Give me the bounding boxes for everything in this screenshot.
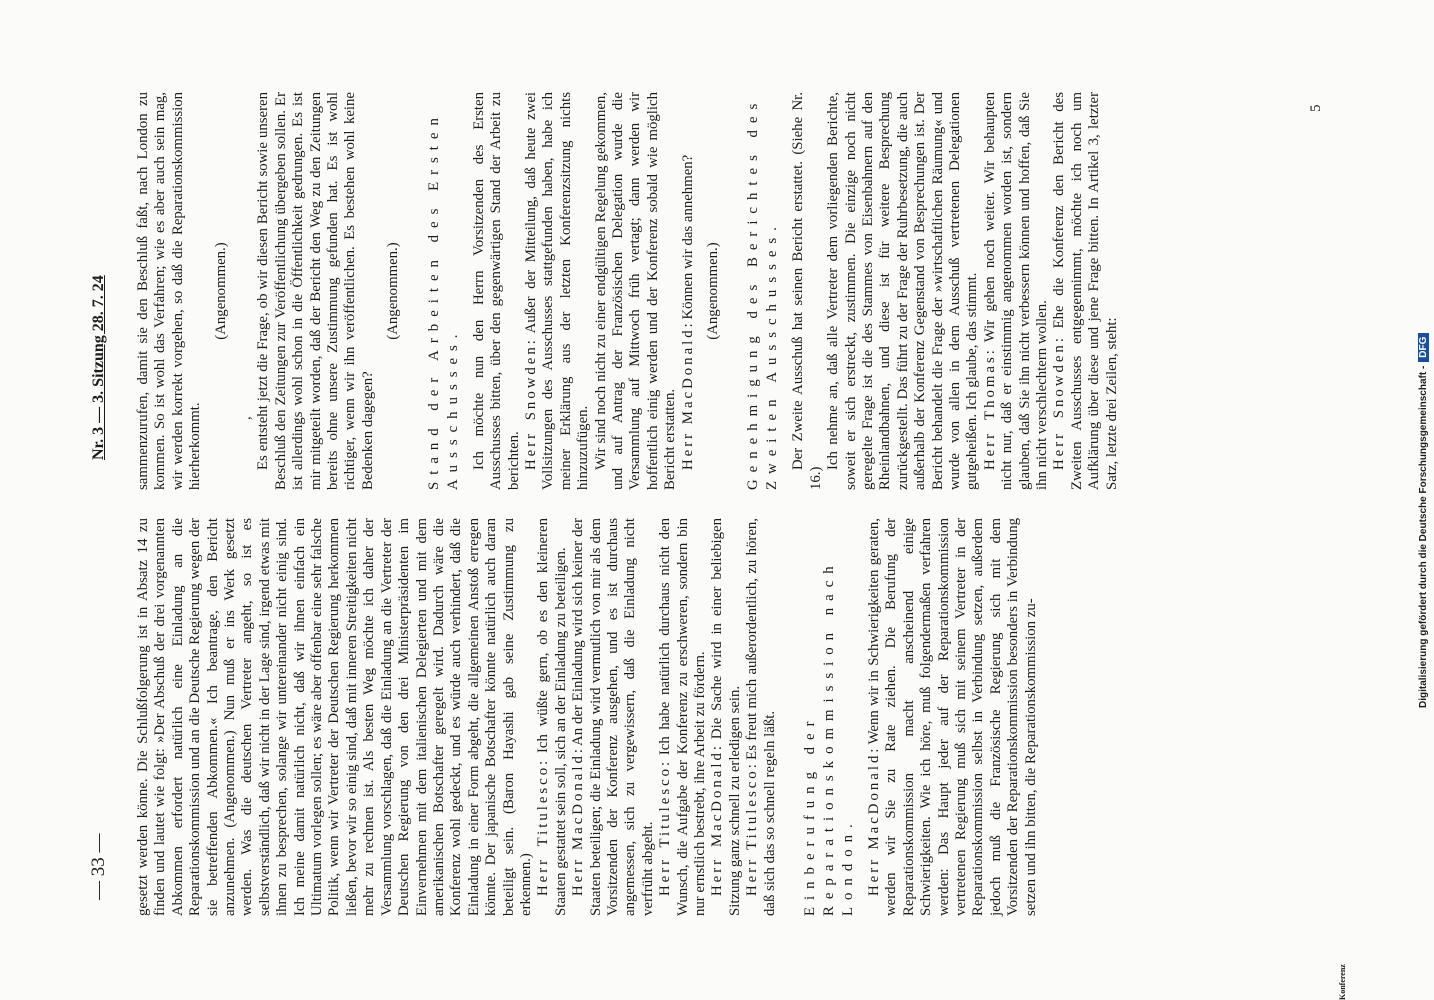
speaker-name: Herr MacDonald: [570, 753, 587, 896]
speaker-name: Herr Snowden: [522, 344, 539, 470]
speech-paragraph: [982, 92, 1052, 490]
speaker-name: Herr Titulesco: [744, 768, 761, 896]
speech-text: : Es freut mich außerordentlich, zu hören, daß sich das so schnell regeln läßt.: [744, 518, 778, 916]
speaker-name: Herr MacDonald: [709, 750, 726, 896]
speech-paragraph: [570, 518, 657, 916]
paragraph: Es entsteht jetzt die Frage, ob wir diesen Bericht sowie unseren Beschluß den Zeitungen zur Veröffentlichung übergeben sollen. Er ist allerdings wohl schon in die Öffentlichkeit gedrungen. Es ist mir mitgeteilt worden, daß der Bericht den Weg zu den Zeitungen bereits ohne unsere Zustimmung gefunden hat. Es ist wohl richtiger, wenn wir ihn veröffentlichen. Es bestehen wohl keine Bedenken dagegen?: [255, 92, 376, 490]
paragraph: sammenzurufen, damit sie den Beschluß faßt, nach London zu kommen. So ist wohl das Verfahren; wie es aber auch sein mag, wir werden korrekt vorgehen, so daß die Reparationskommission hierherkommt.: [135, 92, 204, 490]
speech-text: : An der Einladung wird sich keiner der Staaten beteiligen; die Einladung wird vermutlich von mir als dem Vorsitzenden der Konferenz ausgehen, und es ist durchaus angemessen, sich zu vergewissern, daß die Einladung nicht verfrüht abgeht.: [570, 518, 656, 916]
speech-text: : Ehe die Konferenz den Bericht des Zweiten Ausschusses entgegennimmt, möchte ich noch um Aufklärung über diese und jene Frage bitten. In Artikel 3, letzter Satz, letzte drei Zeilen, steht:: [1051, 91, 1120, 490]
speech-paragraph: [866, 518, 1040, 916]
speech-paragraph: [535, 518, 570, 916]
speech-paragraph: [523, 92, 593, 490]
approval-note: (Angenommen.): [385, 242, 402, 340]
speaker-name: Herr Snowden: [1051, 342, 1068, 470]
speech-paragraph: [680, 92, 697, 490]
section-heading: Genehmigung des Berichtes des Zweiten Ausschusses.: [745, 96, 781, 490]
speech-paragraph: [709, 518, 744, 916]
paragraph: Ich nehme an, daß alle Vertreter dem vorliegenden Berichte, soweit er sich erstreckt, zustimmen. Die einzige noch nicht geregelte Frage ist die des Stammes von Eisenbahnern auf den Rheinlandbahnen, und diese ist für weitere Besprechung zurückgestellt. Das führt zu der Frage der Ruhrbesetzung, die auch außerhalb der Konferenz Gegenstand von Besprechungen ist. Der Bericht behandelt die Frage der »wirtschaftlichen Räumung« und wurde von allen in dem Ausschuß vertretenen Delegationen gutgeheißen. Ich glaube, das stimmt.: [825, 92, 981, 490]
paragraph: Der Zweite Ausschuß hat seinen Bericht erstattet. (Siehe Nr. 16.): [790, 92, 824, 490]
paragraph: Wir sind noch nicht zu einer endgültigen Regelung gekommen, und auf Antrag der Französischen Delegation wurde die Versammlung auf Mittwoch früh vertagt; dann werden wir hoffentlich einig werden und der Konferenz sobald wie möglich Bericht erstatten.: [592, 92, 679, 490]
speaker-name: Herr Thomas: [981, 354, 998, 470]
speech-text: : Wir gehen noch weiter. Wir behaupten nicht nur, daß er einstimmig angenommen worden ist, sondern glauben, daß Sie ihn nicht verbessern können und hoffen, daß Sie ihn nicht verschlechtern wollen.: [981, 92, 1051, 490]
credit-text: Digitalisierung gefördert durch die Deutsche Forschungsgemeinschaft -: [1418, 365, 1429, 708]
speaker-name: Herr Titulesco: [535, 764, 552, 896]
section-heading: Stand der Arbeiten des Ersten Ausschusses.: [425, 111, 461, 490]
paragraph: Ich möchte nun den Herrn Vorsitzenden des Ersten Ausschusses bitten, über den gegenwärtigen Stand der Arbeit zu berichten.: [470, 92, 522, 490]
page-number: 33: [88, 857, 109, 877]
stray-mark: ,: [238, 416, 255, 420]
speech-text: : Außer der Mitteilung, daß heute zwei Vollsitzungen des Ausschusses stattgefunden haben, habe ich meiner Erklärung aus der letzten Konferenzsitzung nichts hinzuzufügen.: [522, 92, 592, 490]
approval-note: (Angenommen.): [212, 242, 229, 340]
speech-text: : Ich wüßte gern, ob es den kleineren Staaten gestattet sein soll, sich an der Einladung zu beteiligen.: [535, 518, 569, 916]
page-bottom-number: 5: [1308, 104, 1324, 112]
text-column-right: [135, 92, 1121, 490]
speaker-name: Herr MacDonald: [679, 327, 696, 470]
speech-paragraph: [657, 518, 709, 916]
speech-text: : Können wir das annehmen?: [679, 154, 696, 328]
running-head: Nr. 3 — 3. Sitzung 28. 7. 24: [90, 275, 107, 460]
speech-text: : Ich habe natürlich durchaus nicht den Wunsch, die Aufgabe der Konferenz zu erschweren, sondern bin nur ernstlich bestrebt, ihre Arbeit zu fördern.: [657, 518, 708, 916]
digitization-credit: [1418, 8, 1434, 708]
speaker-name: Herr Titulesco: [657, 765, 674, 896]
dfg-logo: DFG: [1418, 333, 1429, 362]
dash-left: —: [88, 881, 109, 900]
speech-paragraph: [1051, 92, 1121, 490]
dash-right: —: [88, 833, 109, 853]
speech-paragraph: [744, 518, 779, 916]
speech-text: : Wenn wir in Schwierigkeiten geraten, werden wir Sie zu Rate ziehen. Die Berufung der Reparationskommission macht anscheinend einige Schwierigkeiten. Wie ich höre, muß folgendermaßen verfahren werden: Das Haupt jeder auf der Reparationskommission vertretenen Regierung muß sich mit seinem Vertreter in der Reparationskommission selbst in Verbindung setzen, außerdem jedoch muß die Französische Regierung sich mit dem Vorsitzenden der Reparationskommission besonders in Verbindung setzen und ihn bitten, die Reparationskommission zu-: [866, 518, 1039, 916]
section-heading: Einberufung der Reparationskommission nach London.: [802, 559, 857, 916]
approval-note: (Angenommen.): [704, 242, 721, 340]
speaker-name: Herr MacDonald: [866, 752, 883, 896]
page-number-line: [88, 834, 110, 901]
text-column-left: [135, 518, 1040, 916]
speech-text: : Die Sache wird in einer beliebigen Sitzung ganz schnell zu erledigen sein.: [709, 518, 743, 916]
paragraph: gesetzt werden könne. Die Schlußfolgerung ist in Absatz 14 zu finden und lautet wie folgt: »Der Abschuß der drei vorgenannten Abkommen erfordert natürlich eine Einladung an die Reparationskommission und an die Deutsche Regierung wegen der sie betreffenden Abkommen.« Ich beantrage, den Bericht anzunehmen. (Angenommen.) Nun muß er ins Werk gesetzt werden. Was die deutschen Vertreter angeht, so ist es selbstverständlich, daß wir nicht in der Lage sind, irgend etwas mit ihnen zu besprechen, solange wir untereinander nicht einig sind. Ich meine damit natürlich nicht, daß wir ihnen einfach ein Ultimatum vorlegen sollen; es wäre aber offenbar eine sehr falsche Politik, wenn wir Vertreter der Deutschen Regierung herkommen ließen, bevor wir so einig sind, daß mit inneren Streitigkeiten nicht mehr zu rechnen ist. Als besten Weg möchte ich daher der Versammlung vorschlagen, daß die Einladung an die Vertreter der Deutschen Regierung von den drei Ministerpräsidenten im Einvernehmen mit dem italienischen Delegierten und mit dem amerikanischen Botschafter geregelt wird. Dadurch wäre die Konferenz wohl gedeckt, und es würde auch verhindert, daß die Einladung in einer Form abgeht, die allgemeinen Anstoß erregen könnte. Der japanische Botschafter könnte natürlich auch daran beteiligt sein. (Baron Hayashi gab seine Zustimmung zu erkennen.): [135, 518, 534, 916]
footer-stamp: Konferenz: [1338, 964, 1347, 1000]
